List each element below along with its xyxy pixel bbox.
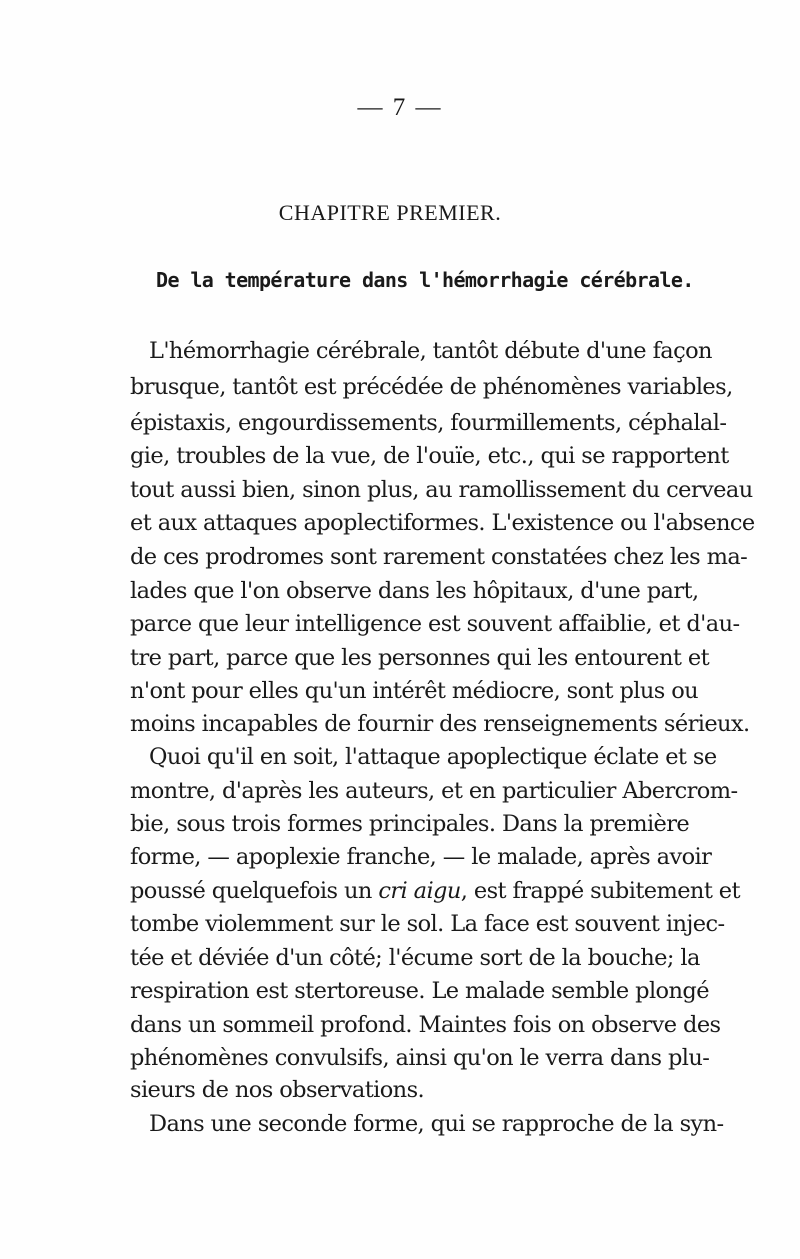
text-line: L'hémorrhagie cérébrale, tantôt débute d'une façon: [149, 338, 712, 364]
text-line: tée et déviée d'un côté; l'écume sort de la bouche; la: [130, 945, 700, 971]
text-line: sieurs de nos observations.: [130, 1077, 425, 1103]
text-line: tombe violemment sur le sol. La face est souvent injec-: [130, 911, 725, 937]
text-line: Quoi qu'il en soit, l'attaque apoplectique éclate et se: [149, 744, 717, 770]
text-line: [130, 877, 740, 905]
text-line: lades que l'on observe dans les hôpitaux, d'une part,: [130, 578, 699, 604]
text-line: tre part, parce que les personnes qui les entourent et: [130, 645, 710, 671]
chapter-title: CHAPITRE PREMIER.: [278, 200, 502, 225]
text-line: gie, troubles de la vue, de l'ouïe, etc., qui se rapportent: [130, 443, 729, 469]
text-line: dans un sommeil profond. Maintes fois on observe des: [130, 1012, 721, 1038]
text-line: forme, — apoplexie franche, — le malade, après avoir: [130, 844, 712, 870]
text-line: phénomènes convulsifs, ainsi qu'on le verra dans plu-: [130, 1045, 710, 1071]
text-line: brusque, tantôt est précédée de phénomènes variables,: [130, 374, 733, 400]
text-line: parce que leur intelligence est souvent affaiblie, et d'au-: [130, 611, 740, 637]
text-line: épistaxis, engourdissements, fourmillements, céphalal-: [130, 410, 727, 436]
text-line: et aux attaques apoplectiformes. L'existence ou l'absence: [130, 510, 755, 536]
text-line: tout aussi bien, sinon plus, au ramollissement du cerveau: [130, 477, 753, 503]
text-line: respiration est stertoreuse. Le malade semble plongé: [130, 978, 709, 1004]
text-line: n'ont pour elles qu'un intérêt médiocre, sont plus ou: [130, 678, 699, 704]
page-number: — 7 —: [357, 94, 443, 121]
text-line: montre, d'après les auteurs, et en particulier Abercrom-: [130, 778, 738, 804]
text-line: moins incapables de fournir des renseignements sérieux.: [130, 711, 750, 737]
text-line: de ces prodromes sont rarement constatées chez les ma-: [130, 544, 748, 570]
text-line-part: , est frappé subitement et: [460, 878, 740, 904]
text-line: bie, sous trois formes principales. Dans la première: [130, 811, 690, 837]
text-line: Dans une seconde forme, qui se rapproche de la syn-: [149, 1111, 724, 1137]
text-line-part: poussé quelquefois un: [130, 878, 379, 904]
italic-phrase: cri aigu: [378, 878, 461, 904]
section-title: De la température dans l'hémorrhagie cérébrale.: [156, 268, 694, 292]
